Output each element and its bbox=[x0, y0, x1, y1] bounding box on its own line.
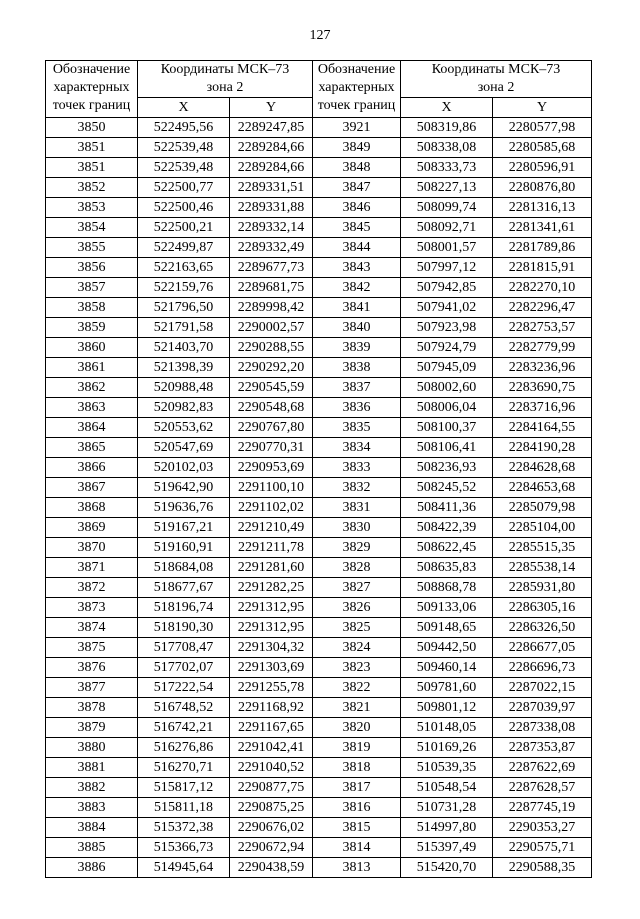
table-row bbox=[46, 258, 592, 278]
table-row bbox=[46, 678, 592, 698]
point-id-left: 3861 bbox=[46, 358, 138, 378]
point-id-left: 3873 bbox=[46, 598, 138, 618]
x-right: 508319,86 bbox=[401, 118, 493, 138]
y-header-left: Y bbox=[230, 98, 313, 118]
y-left: 2290770,31 bbox=[230, 438, 313, 458]
x-left: 518684,08 bbox=[138, 558, 230, 578]
point-id-left: 3869 bbox=[46, 518, 138, 538]
y-right: 2287628,57 bbox=[493, 778, 592, 798]
y-right: 2282779,99 bbox=[493, 338, 592, 358]
x-left: 517702,07 bbox=[138, 658, 230, 678]
x-right: 515420,70 bbox=[401, 858, 493, 878]
y-left: 2290002,57 bbox=[230, 318, 313, 338]
point-id-right: 3830 bbox=[313, 518, 401, 538]
x-left: 520102,03 bbox=[138, 458, 230, 478]
table-row bbox=[46, 598, 592, 618]
y-left: 2291282,25 bbox=[230, 578, 313, 598]
point-id-right: 3836 bbox=[313, 398, 401, 418]
y-left: 2291040,52 bbox=[230, 758, 313, 778]
point-id-left: 3872 bbox=[46, 578, 138, 598]
y-right: 2290575,71 bbox=[493, 838, 592, 858]
point-id-left: 3885 bbox=[46, 838, 138, 858]
y-left: 2290875,25 bbox=[230, 798, 313, 818]
x-left: 520988,48 bbox=[138, 378, 230, 398]
point-id-right: 3825 bbox=[313, 618, 401, 638]
y-right: 2281815,91 bbox=[493, 258, 592, 278]
y-right: 2284628,68 bbox=[493, 458, 592, 478]
table-row bbox=[46, 578, 592, 598]
x-left: 515811,18 bbox=[138, 798, 230, 818]
y-right: 2285104,00 bbox=[493, 518, 592, 538]
x-right: 510548,54 bbox=[401, 778, 493, 798]
x-right: 510539,35 bbox=[401, 758, 493, 778]
y-right: 2285538,14 bbox=[493, 558, 592, 578]
point-id-left: 3862 bbox=[46, 378, 138, 398]
point-id-left: 3859 bbox=[46, 318, 138, 338]
y-right: 2285079,98 bbox=[493, 498, 592, 518]
point-id-left: 3866 bbox=[46, 458, 138, 478]
y-right: 2290588,35 bbox=[493, 858, 592, 878]
x-right: 508236,93 bbox=[401, 458, 493, 478]
table-row bbox=[46, 118, 592, 138]
point-id-right: 3834 bbox=[313, 438, 401, 458]
x-left: 519636,76 bbox=[138, 498, 230, 518]
point-id-right: 3815 bbox=[313, 818, 401, 838]
coord-header-right: Координаты МСК–73 зона 2 bbox=[401, 61, 592, 98]
point-id-left: 3868 bbox=[46, 498, 138, 518]
point-id-left: 3863 bbox=[46, 398, 138, 418]
x-right: 509801,12 bbox=[401, 698, 493, 718]
y-left: 2291042,41 bbox=[230, 738, 313, 758]
y-left: 2290953,69 bbox=[230, 458, 313, 478]
table-row bbox=[46, 758, 592, 778]
y-right: 2287022,15 bbox=[493, 678, 592, 698]
point-id-left: 3878 bbox=[46, 698, 138, 718]
y-left: 2289284,66 bbox=[230, 138, 313, 158]
x-left: 522500,21 bbox=[138, 218, 230, 238]
point-id-right: 3844 bbox=[313, 238, 401, 258]
y-right: 2284190,28 bbox=[493, 438, 592, 458]
y-left: 2289677,73 bbox=[230, 258, 313, 278]
x-left: 517708,47 bbox=[138, 638, 230, 658]
point-id-left: 3871 bbox=[46, 558, 138, 578]
x-left: 522499,87 bbox=[138, 238, 230, 258]
x-left: 516270,71 bbox=[138, 758, 230, 778]
page-number: 127 bbox=[309, 28, 331, 43]
y-left: 2291281,60 bbox=[230, 558, 313, 578]
x-right: 508092,71 bbox=[401, 218, 493, 238]
y-left: 2289332,14 bbox=[230, 218, 313, 238]
y-right: 2287338,08 bbox=[493, 718, 592, 738]
x-left: 522163,65 bbox=[138, 258, 230, 278]
point-id-left: 3852 bbox=[46, 178, 138, 198]
point-id-right: 3831 bbox=[313, 498, 401, 518]
y-left: 2290292,20 bbox=[230, 358, 313, 378]
point-id-left: 3851 bbox=[46, 138, 138, 158]
point-id-right: 3848 bbox=[313, 158, 401, 178]
y-left: 2289998,42 bbox=[230, 298, 313, 318]
point-id-right: 3827 bbox=[313, 578, 401, 598]
table-row bbox=[46, 798, 592, 818]
x-left: 520553,62 bbox=[138, 418, 230, 438]
point-id-right: 3819 bbox=[313, 738, 401, 758]
point-id-right: 3826 bbox=[313, 598, 401, 618]
point-id-right: 3820 bbox=[313, 718, 401, 738]
y-left: 2290767,80 bbox=[230, 418, 313, 438]
point-id-left: 3850 bbox=[46, 118, 138, 138]
x-right: 507942,85 bbox=[401, 278, 493, 298]
y-left: 2291102,02 bbox=[230, 498, 313, 518]
designation-header-right: Обозначение характерных точек границ bbox=[313, 61, 401, 118]
x-left: 514945,64 bbox=[138, 858, 230, 878]
point-id-left: 3867 bbox=[46, 478, 138, 498]
x-left: 516276,86 bbox=[138, 738, 230, 758]
y-left: 2290438,59 bbox=[230, 858, 313, 878]
point-id-right: 3818 bbox=[313, 758, 401, 778]
point-id-right: 3921 bbox=[313, 118, 401, 138]
point-id-right: 3814 bbox=[313, 838, 401, 858]
x-right: 508245,52 bbox=[401, 478, 493, 498]
y-right: 2287622,69 bbox=[493, 758, 592, 778]
y-left: 2290877,75 bbox=[230, 778, 313, 798]
point-id-right: 3840 bbox=[313, 318, 401, 338]
y-left: 2291312,95 bbox=[230, 598, 313, 618]
y-right: 2280876,80 bbox=[493, 178, 592, 198]
table-row bbox=[46, 198, 592, 218]
table-row bbox=[46, 158, 592, 178]
x-left: 515817,12 bbox=[138, 778, 230, 798]
point-id-right: 3816 bbox=[313, 798, 401, 818]
y-left: 2291255,78 bbox=[230, 678, 313, 698]
point-id-right: 3824 bbox=[313, 638, 401, 658]
y-header-right: Y bbox=[493, 98, 592, 118]
point-id-left: 3857 bbox=[46, 278, 138, 298]
x-left: 519160,91 bbox=[138, 538, 230, 558]
table-row bbox=[46, 378, 592, 398]
point-id-left: 3886 bbox=[46, 858, 138, 878]
x-right: 515397,49 bbox=[401, 838, 493, 858]
point-id-left: 3876 bbox=[46, 658, 138, 678]
point-id-right: 3822 bbox=[313, 678, 401, 698]
point-id-right: 3839 bbox=[313, 338, 401, 358]
x-right: 508338,08 bbox=[401, 138, 493, 158]
y-right: 2287353,87 bbox=[493, 738, 592, 758]
table-row bbox=[46, 538, 592, 558]
point-id-right: 3817 bbox=[313, 778, 401, 798]
x-left: 522539,48 bbox=[138, 158, 230, 178]
y-left: 2289284,66 bbox=[230, 158, 313, 178]
point-id-left: 3865 bbox=[46, 438, 138, 458]
point-id-left: 3875 bbox=[46, 638, 138, 658]
table-row bbox=[46, 458, 592, 478]
table-header bbox=[46, 61, 592, 118]
y-right: 2282270,10 bbox=[493, 278, 592, 298]
x-right: 510148,05 bbox=[401, 718, 493, 738]
table-row bbox=[46, 178, 592, 198]
point-id-left: 3858 bbox=[46, 298, 138, 318]
y-right: 2286677,05 bbox=[493, 638, 592, 658]
x-right: 508099,74 bbox=[401, 198, 493, 218]
x-left: 516742,21 bbox=[138, 718, 230, 738]
x-left: 522495,56 bbox=[138, 118, 230, 138]
y-right: 2280577,98 bbox=[493, 118, 592, 138]
y-right: 2280585,68 bbox=[493, 138, 592, 158]
y-right: 2287039,97 bbox=[493, 698, 592, 718]
x-right: 514997,80 bbox=[401, 818, 493, 838]
table-row bbox=[46, 238, 592, 258]
x-left: 515372,38 bbox=[138, 818, 230, 838]
y-right: 2282296,47 bbox=[493, 298, 592, 318]
point-id-right: 3832 bbox=[313, 478, 401, 498]
point-id-right: 3829 bbox=[313, 538, 401, 558]
y-left: 2291211,78 bbox=[230, 538, 313, 558]
coordinates-table bbox=[45, 60, 592, 878]
y-left: 2290672,94 bbox=[230, 838, 313, 858]
x-left: 520547,69 bbox=[138, 438, 230, 458]
point-id-left: 3880 bbox=[46, 738, 138, 758]
point-id-right: 3846 bbox=[313, 198, 401, 218]
x-right: 509781,60 bbox=[401, 678, 493, 698]
x-left: 520982,83 bbox=[138, 398, 230, 418]
y-left: 2291303,69 bbox=[230, 658, 313, 678]
table-row bbox=[46, 718, 592, 738]
table-row bbox=[46, 778, 592, 798]
x-left: 519642,90 bbox=[138, 478, 230, 498]
y-left: 2289331,51 bbox=[230, 178, 313, 198]
table-row bbox=[46, 398, 592, 418]
x-left: 518677,67 bbox=[138, 578, 230, 598]
y-left: 2289681,75 bbox=[230, 278, 313, 298]
x-right: 507945,09 bbox=[401, 358, 493, 378]
coord-header-left: Координаты МСК–73 зона 2 bbox=[138, 61, 313, 98]
point-id-left: 3874 bbox=[46, 618, 138, 638]
x-left: 521791,58 bbox=[138, 318, 230, 338]
x-header-right: X bbox=[401, 98, 493, 118]
point-id-left: 3851 bbox=[46, 158, 138, 178]
table-row bbox=[46, 858, 592, 878]
x-left: 518196,74 bbox=[138, 598, 230, 618]
y-left: 2291210,49 bbox=[230, 518, 313, 538]
point-id-left: 3854 bbox=[46, 218, 138, 238]
table-row bbox=[46, 478, 592, 498]
y-right: 2281316,13 bbox=[493, 198, 592, 218]
point-id-right: 3843 bbox=[313, 258, 401, 278]
x-left: 522500,77 bbox=[138, 178, 230, 198]
y-right: 2283236,96 bbox=[493, 358, 592, 378]
point-id-left: 3883 bbox=[46, 798, 138, 818]
x-right: 508868,78 bbox=[401, 578, 493, 598]
x-left: 516748,52 bbox=[138, 698, 230, 718]
designation-header-left: Обозначение характерных точек границ bbox=[46, 61, 138, 118]
x-left: 522539,48 bbox=[138, 138, 230, 158]
x-left: 515366,73 bbox=[138, 838, 230, 858]
x-right: 508635,83 bbox=[401, 558, 493, 578]
x-right: 507997,12 bbox=[401, 258, 493, 278]
point-id-right: 3813 bbox=[313, 858, 401, 878]
table-row bbox=[46, 658, 592, 678]
y-right: 2286696,73 bbox=[493, 658, 592, 678]
point-id-right: 3838 bbox=[313, 358, 401, 378]
y-right: 2286305,16 bbox=[493, 598, 592, 618]
table-row bbox=[46, 438, 592, 458]
x-right: 508622,45 bbox=[401, 538, 493, 558]
x-left: 522159,76 bbox=[138, 278, 230, 298]
point-id-left: 3864 bbox=[46, 418, 138, 438]
point-id-left: 3855 bbox=[46, 238, 138, 258]
point-id-right: 3828 bbox=[313, 558, 401, 578]
y-left: 2291167,65 bbox=[230, 718, 313, 738]
y-right: 2280596,91 bbox=[493, 158, 592, 178]
point-id-right: 3841 bbox=[313, 298, 401, 318]
x-left: 522500,46 bbox=[138, 198, 230, 218]
table-row bbox=[46, 818, 592, 838]
y-left: 2289247,85 bbox=[230, 118, 313, 138]
x-right: 510169,26 bbox=[401, 738, 493, 758]
x-right: 507924,79 bbox=[401, 338, 493, 358]
x-right: 508001,57 bbox=[401, 238, 493, 258]
x-left: 517222,54 bbox=[138, 678, 230, 698]
table-row bbox=[46, 518, 592, 538]
point-id-right: 3842 bbox=[313, 278, 401, 298]
table-row bbox=[46, 138, 592, 158]
x-left: 519167,21 bbox=[138, 518, 230, 538]
y-right: 2281341,61 bbox=[493, 218, 592, 238]
table-row bbox=[46, 838, 592, 858]
y-right: 2286326,50 bbox=[493, 618, 592, 638]
point-id-left: 3853 bbox=[46, 198, 138, 218]
table-row bbox=[46, 498, 592, 518]
point-id-left: 3884 bbox=[46, 818, 138, 838]
y-left: 2290676,02 bbox=[230, 818, 313, 838]
x-right: 507923,98 bbox=[401, 318, 493, 338]
point-id-left: 3877 bbox=[46, 678, 138, 698]
y-left: 2291168,92 bbox=[230, 698, 313, 718]
y-left: 2290288,55 bbox=[230, 338, 313, 358]
point-id-left: 3856 bbox=[46, 258, 138, 278]
table-row bbox=[46, 698, 592, 718]
x-right: 508002,60 bbox=[401, 378, 493, 398]
x-right: 508106,41 bbox=[401, 438, 493, 458]
table-row bbox=[46, 638, 592, 658]
x-right: 509148,65 bbox=[401, 618, 493, 638]
point-id-right: 3847 bbox=[313, 178, 401, 198]
x-right: 509460,14 bbox=[401, 658, 493, 678]
y-left: 2289332,49 bbox=[230, 238, 313, 258]
y-right: 2281789,86 bbox=[493, 238, 592, 258]
x-right: 508422,39 bbox=[401, 518, 493, 538]
table-row bbox=[46, 418, 592, 438]
table-row bbox=[46, 298, 592, 318]
x-left: 521796,50 bbox=[138, 298, 230, 318]
x-right: 508411,36 bbox=[401, 498, 493, 518]
x-right: 508333,73 bbox=[401, 158, 493, 178]
point-id-right: 3849 bbox=[313, 138, 401, 158]
table-row bbox=[46, 218, 592, 238]
x-right: 509133,06 bbox=[401, 598, 493, 618]
y-left: 2290545,59 bbox=[230, 378, 313, 398]
x-right: 509442,50 bbox=[401, 638, 493, 658]
y-left: 2291312,95 bbox=[230, 618, 313, 638]
point-id-left: 3881 bbox=[46, 758, 138, 778]
y-right: 2285515,35 bbox=[493, 538, 592, 558]
point-id-right: 3845 bbox=[313, 218, 401, 238]
y-right: 2283690,75 bbox=[493, 378, 592, 398]
table-row bbox=[46, 318, 592, 338]
y-right: 2283716,96 bbox=[493, 398, 592, 418]
point-id-right: 3823 bbox=[313, 658, 401, 678]
x-left: 521403,70 bbox=[138, 338, 230, 358]
y-left: 2290548,68 bbox=[230, 398, 313, 418]
y-right: 2287745,19 bbox=[493, 798, 592, 818]
x-left: 521398,39 bbox=[138, 358, 230, 378]
y-left: 2289331,88 bbox=[230, 198, 313, 218]
y-left: 2291304,32 bbox=[230, 638, 313, 658]
y-right: 2284653,68 bbox=[493, 478, 592, 498]
point-id-left: 3870 bbox=[46, 538, 138, 558]
x-right: 508227,13 bbox=[401, 178, 493, 198]
x-header-left: X bbox=[138, 98, 230, 118]
point-id-left: 3882 bbox=[46, 778, 138, 798]
table-row bbox=[46, 338, 592, 358]
x-right: 507941,02 bbox=[401, 298, 493, 318]
y-right: 2282753,57 bbox=[493, 318, 592, 338]
point-id-right: 3837 bbox=[313, 378, 401, 398]
table-row bbox=[46, 738, 592, 758]
point-id-left: 3860 bbox=[46, 338, 138, 358]
x-right: 508100,37 bbox=[401, 418, 493, 438]
point-id-right: 3821 bbox=[313, 698, 401, 718]
x-right: 508006,04 bbox=[401, 398, 493, 418]
x-left: 518190,30 bbox=[138, 618, 230, 638]
table-row bbox=[46, 618, 592, 638]
table-body bbox=[46, 118, 592, 878]
point-id-left: 3879 bbox=[46, 718, 138, 738]
table-row bbox=[46, 358, 592, 378]
y-right: 2285931,80 bbox=[493, 578, 592, 598]
table-row bbox=[46, 278, 592, 298]
y-right: 2284164,55 bbox=[493, 418, 592, 438]
y-left: 2291100,10 bbox=[230, 478, 313, 498]
point-id-right: 3833 bbox=[313, 458, 401, 478]
x-right: 510731,28 bbox=[401, 798, 493, 818]
y-right: 2290353,27 bbox=[493, 818, 592, 838]
table-row bbox=[46, 558, 592, 578]
point-id-right: 3835 bbox=[313, 418, 401, 438]
